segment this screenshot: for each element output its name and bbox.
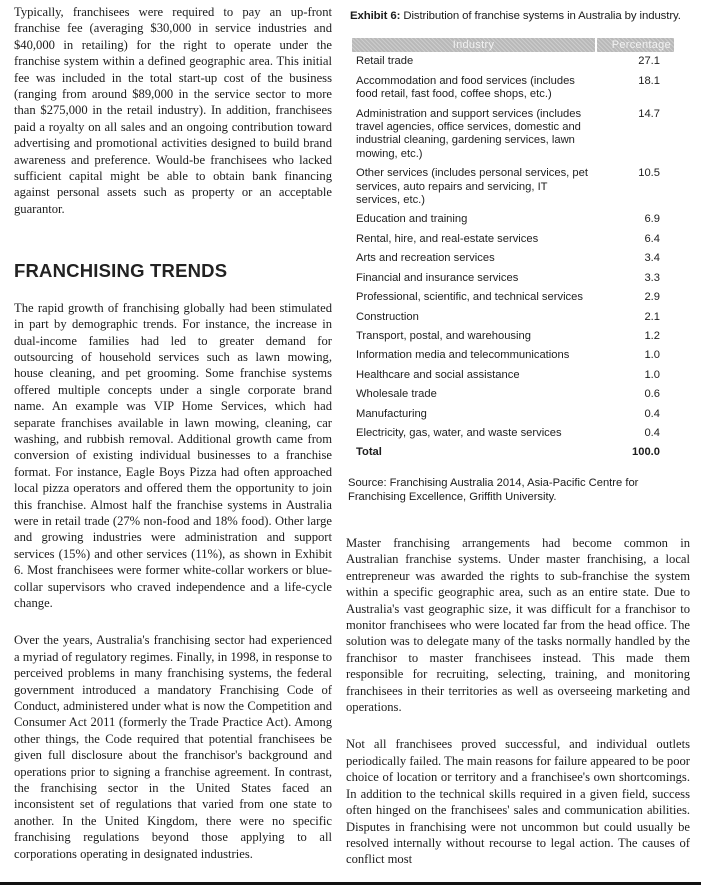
percentage-cell: 0.4 <box>644 407 660 420</box>
table-row <box>352 164 674 210</box>
industry-cell: Financial and insurance services <box>356 271 519 284</box>
paragraph-master-franchising: Master franchising arrangements had become common in Australian franchise systems. Under master franchising, a local entrepreneur was awarded the rights to sub-franchise the system within a specific geographic area, such as an entire state. Due to Australia's vast geographic size, it was difficult for a franchisor to monitor franchisees who were located far from the head office. The solution was to delegate many of the tasks normally handled by the franchisor to master franchisees instead. This made them responsible for recruiting, selecting, training, and monitoring franchisees in their territories as well as overseeing marketing and operations. <box>346 536 690 715</box>
industry-cell: Professional, scientific, and technical services <box>356 291 583 304</box>
paragraph-franchising-trends: The rapid growth of franchising globally had been stimulated in part by demographic trends. For instance, the increase in dual-income families had led to greater demand for outsourcing of household services such as lawn mowing, house cleaning, and pet grooming. Some franchise systems offered multiple concepts under a single corporate brand name. An example was VIP Home Services, which had separate franchises available in lawn mowing, cleaning, car washing, and rubbish removal. Additional growth came from conversion of existing individual businesses to a franchise format. For instance, Eagle Boys Pizza had often approached local pizza operators and offered them the opportunity to join this franchise. Almost half the franchise systems in Australia were in retail trade (27% non-food and 18% food). Other large and growing industries were administration and support services (15%) and other services (11%), as shown in Exhibit 6. Most franchisees were former white-collar workers or blue-collar supervisors who craved independence and a life-cycle change. <box>14 300 332 610</box>
right-column-text <box>346 535 690 868</box>
percentage-cell: 27.1 <box>638 55 660 68</box>
percentage-cell: 6.4 <box>644 232 660 245</box>
industry-cell: Wholesale trade <box>356 388 437 401</box>
table-row <box>352 405 674 424</box>
table-row <box>352 308 674 327</box>
industry-cell: Administration and support services (includes travel agencies, office services, domestic and industrial cleaning, gardening services, lawn mowing, etc.) <box>356 107 582 160</box>
table-row <box>352 346 674 365</box>
table-row <box>352 52 674 71</box>
total-label: Total <box>356 446 382 459</box>
paragraph-gap <box>346 715 690 736</box>
percentage-cell: 14.7 <box>638 107 660 120</box>
table-row <box>352 385 674 404</box>
industry-cell: Retail trade <box>356 55 414 68</box>
percentage-cell: 2.9 <box>644 291 660 304</box>
table-row <box>352 72 674 105</box>
left-column <box>14 4 332 862</box>
table-row <box>352 269 674 288</box>
table-row <box>352 288 674 307</box>
percentage-cell: 3.3 <box>644 271 660 284</box>
industry-cell: Rental, hire, and real-estate services <box>356 232 539 245</box>
percentage-cell: 1.0 <box>644 349 660 362</box>
table-row <box>352 327 674 346</box>
percentage-cell: 1.0 <box>644 368 660 381</box>
industry-cell: Construction <box>356 310 419 323</box>
paragraph-franchisee-failure: Not all franchisees proved successful, and individual outlets periodically failed. The main reasons for failure appeared to be poor choice of location or territory and a franchisee's own shortcomings. In addition to the technical skills required in a given field, success often hinged on the franchisees' sales and communication abilities. Disputes in franchising were not uncommon but could usually be resolved internally without recourse to legal action. The causes of conflict most <box>346 737 690 867</box>
paragraph-franchise-fees: Typically, franchisees were required to pay an up-front franchise fee (averaging $30,000 in service industries and $40,000 in retailing) for the right to operate under the franchise system within a defined geographic area. This initial fee was included in the total start-up cost of the business (ranging from around $89,000 in the service sector to more than $275,000 in the retail industry). In addition, franchisees paid a royalty on all sales and an ongoing contribution toward advertising and promotional activities designed to build brand awareness and preference. Would-be franchisees who lacked sufficient capital might be able to obtain bank financing against personal assets such as property or an acceptable guarantor. <box>14 5 332 216</box>
exhibit-title <box>350 8 690 24</box>
exhibit-caption: Distribution of franchise systems in Australia by industry. <box>403 10 681 22</box>
industry-cell: Healthcare and social assistance <box>356 368 520 381</box>
header-industry: Industry <box>352 38 596 52</box>
table-row <box>352 249 674 268</box>
industry-cell: Information media and telecommunications <box>356 349 570 362</box>
table-row <box>352 105 674 165</box>
total-row <box>352 443 674 462</box>
table-row <box>352 366 674 385</box>
percentage-cell: 10.5 <box>638 167 660 180</box>
industry-cell: Manufacturing <box>356 407 427 420</box>
industry-cell: Education and training <box>356 213 468 226</box>
industry-cell: Other services (includes personal services, pet services, auto repairs and servicing, IT services, etc.) <box>356 167 588 207</box>
table-row <box>352 230 674 249</box>
percentage-cell: 0.6 <box>644 388 660 401</box>
exhibit-6 <box>346 4 690 504</box>
exhibit-source: Source: Franchising Australia 2014, Asia-Pacific Centre for Franchising Excellence, Griffith University. <box>348 476 639 503</box>
percentage-cell: 1.2 <box>644 329 660 342</box>
exhibit-table <box>352 38 674 462</box>
industry-cell: Accommodation and food services (includes food retail, fast food, coffee shops, etc.) <box>356 74 575 101</box>
industry-cell: Electricity, gas, water, and waste services <box>356 426 562 439</box>
exhibit-label: Exhibit 6: <box>350 10 401 22</box>
section-heading: FRANCHISING TRENDS <box>14 260 228 282</box>
percentage-cell: 18.1 <box>638 74 660 87</box>
percentage-cell: 0.4 <box>644 426 660 439</box>
total-value: 100.0 <box>632 446 660 459</box>
percentage-cell: 6.9 <box>644 213 660 226</box>
header-percentage: Percentage <box>596 38 674 52</box>
table-header-row <box>352 38 674 52</box>
percentage-cell: 3.4 <box>644 252 660 265</box>
table-row <box>352 210 674 229</box>
industry-cell: Arts and recreation services <box>356 252 495 265</box>
paragraph-regulation: Over the years, Australia's franchising sector had experienced a myriad of regulatory regimes. Finally, in 1998, in response to perceived problems in many franchising systems, the federal government introduced a mandatory Franchising Code of Conduct, administered under what is now the Competition and Consumer Act 2011 (formerly the Trade Practice Act). Among other things, the Code required that potential franchisees be given full disclosure about the franchisor's background and operations prior to signing a franchise agreement. In contrast, the franchising sector in the United States faced an inconsistent set of regulations that varied from one state to another. In the United Kingdom, there were no specific franchising regulations beyond those applying to all corporations operating in designated industries. <box>14 633 332 861</box>
paragraph-gap <box>14 611 332 632</box>
industry-cell: Transport, postal, and warehousing <box>356 329 531 342</box>
percentage-cell: 2.1 <box>644 310 660 323</box>
table-row <box>352 424 674 443</box>
